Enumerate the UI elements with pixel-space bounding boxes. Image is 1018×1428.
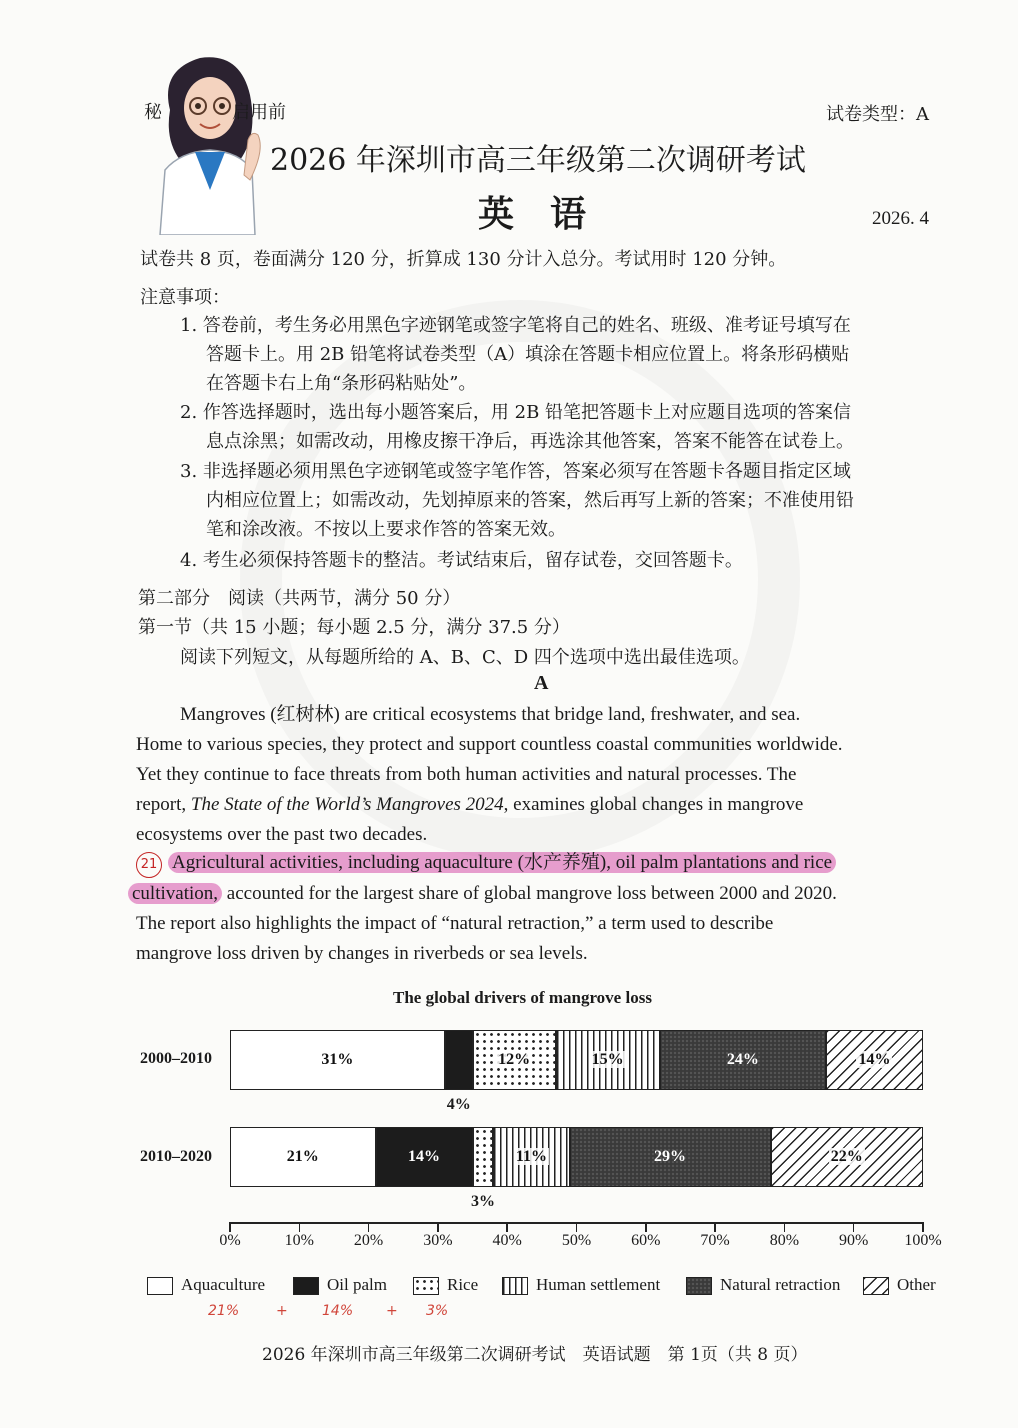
notice-line: 笔和涂改液。不按以上要求作答的答案无效。 xyxy=(206,519,566,540)
bar-segment-natural-retraction-2 xyxy=(570,1127,771,1187)
row-label-2010-2020: 2010–2020 xyxy=(140,1148,212,1165)
bar-segment-rice-2 xyxy=(473,1127,494,1187)
highlighted-text: cultivation, xyxy=(128,883,222,904)
bar-segment-human-settlement-2 xyxy=(493,1127,569,1187)
bar-segment-human-settlement-1 xyxy=(556,1030,660,1090)
handnote: 3% xyxy=(426,1303,449,1319)
paper-type: 试卷类型：A xyxy=(826,104,929,125)
data-label-aquaculture-1: 31% xyxy=(321,1051,354,1068)
x-tick-mark xyxy=(437,1222,439,1232)
data-label-human-settlement-2: 11% xyxy=(515,1148,547,1165)
passage-line: report, The State of the World’s Mangroves 2024, examines global changes in mangrove xyxy=(136,794,804,815)
row-label-2000-2010: 2000–2010 xyxy=(140,1050,212,1067)
x-tick-label: 30% xyxy=(423,1232,453,1249)
x-tick-label: 90% xyxy=(839,1232,869,1249)
legend-rice: Rice xyxy=(413,1275,478,1295)
reading-instruction: 阅读下列短文，从每题所给的 A、B、C、D 四个选项中选出最佳选项。 xyxy=(180,647,750,668)
data-label-other-1: 14% xyxy=(858,1051,891,1068)
part-heading: 第二部分 阅读（共两节，满分 50 分） xyxy=(138,588,461,609)
exam-title: 2026 年深圳市高三年级第二次调研考试 xyxy=(270,143,806,178)
x-tick-label: 0% xyxy=(219,1232,241,1249)
notice-line: 息点涂黑；如需改动，用橡皮擦干净后，再选涂其他答案，答案不能答在试卷上。 xyxy=(206,431,854,452)
bar-segment-other-2 xyxy=(771,1127,923,1187)
legend-swatch xyxy=(293,1277,319,1295)
notice-item-4: 4. 考生必须保持答题卡的整洁。考试结束后，留存试卷，交回答题卡。 xyxy=(180,550,743,571)
passage-line: ecosystems over the past two decades. xyxy=(136,824,428,845)
x-tick-mark xyxy=(853,1222,855,1232)
handnote: + xyxy=(276,1303,288,1319)
bar-segment-oil-palm-2 xyxy=(376,1127,473,1187)
page-footer: 2026 年深圳市高三年级第二次调研考试 英语试题 第 1页（共 8 页） xyxy=(262,1345,808,1365)
data-label-oil-palm-1: 4% xyxy=(446,1096,471,1113)
passage-line: Yet they continue to face threats from both human activities and natural processes. The xyxy=(136,764,797,785)
handnote: + xyxy=(386,1303,398,1319)
legend-swatch xyxy=(863,1277,889,1295)
legend-oil-palm: Oil palm xyxy=(293,1275,387,1295)
bar-segment-oil-palm-1 xyxy=(445,1030,473,1090)
x-tick-label: 100% xyxy=(904,1232,942,1249)
legend-swatch xyxy=(147,1277,173,1295)
handnote: 21% xyxy=(208,1303,240,1319)
data-label-human-settlement-1: 15% xyxy=(591,1051,624,1068)
data-label-aquaculture-2: 21% xyxy=(286,1148,319,1165)
legend-swatch xyxy=(413,1277,439,1295)
data-label-other-2: 22% xyxy=(830,1148,863,1165)
notice-heading: 注意事项： xyxy=(140,287,230,308)
data-label-natural-retraction-2: 29% xyxy=(654,1148,687,1165)
legend-swatch xyxy=(502,1277,528,1295)
data-label-oil-palm-2: 14% xyxy=(408,1148,441,1165)
legend-swatch xyxy=(686,1277,712,1295)
x-tick-mark xyxy=(645,1222,647,1232)
exam-date: 2026. 4 xyxy=(872,208,929,229)
x-tick-mark xyxy=(299,1222,301,1232)
x-tick-mark xyxy=(368,1222,370,1232)
notice-line: 内相应位置上；如需改动，先划掉原来的答案，然后再写上新的答案；不准使用铅 xyxy=(206,490,854,511)
x-tick-label: 80% xyxy=(769,1232,800,1249)
notice-line: 答题卡上。用 2B 铅笔将试卷类型（A）填涂在答题卡相应位置上。将条形码横贴 xyxy=(206,344,850,365)
notice-item-2 xyxy=(180,398,854,456)
notice-line: 2. 作答选择题时，选出每小题答案后，用 2B 铅笔把答题卡上对应题目选项的答案信 xyxy=(180,402,852,423)
bar-segment-aquaculture-2 xyxy=(230,1127,376,1187)
subsection-heading: 第一节（共 15 小题；每小题 2.5 分，满分 37.5 分） xyxy=(138,617,570,638)
notice-item-3 xyxy=(180,457,854,544)
question-number-mark: 21 xyxy=(136,852,162,878)
passage-line: Home to various species, they protect and support countless coastal communities worldwide. xyxy=(136,734,843,755)
x-tick-label: 40% xyxy=(492,1232,522,1249)
passage-label: A xyxy=(534,672,549,694)
x-tick-label: 20% xyxy=(353,1232,384,1249)
x-tick-label: 10% xyxy=(284,1232,314,1249)
bar-segment-rice-1 xyxy=(473,1030,556,1090)
bar-segment-aquaculture-1 xyxy=(230,1030,445,1090)
legend-natural-retraction: Natural retraction xyxy=(686,1275,840,1295)
x-tick-mark xyxy=(784,1222,786,1232)
passage-highlighted-line xyxy=(136,848,836,878)
x-tick-mark xyxy=(576,1222,578,1232)
notice-line: 3. 非选择题必须用黑色字迹钢笔或签字笔作答，答案必须写在答题卡各题目指定区域 xyxy=(180,461,851,482)
notice-line: 1. 答卷前，考生务必用黑色字迹钢笔或签字笔将自己的姓名、班级、准考证号填写在 xyxy=(180,315,851,336)
x-tick-label: 70% xyxy=(700,1232,730,1249)
bar-segment-other-1 xyxy=(826,1030,923,1090)
x-tick-mark xyxy=(922,1222,924,1232)
data-label-natural-retraction-1: 24% xyxy=(726,1051,759,1068)
handnote: 14% xyxy=(322,1303,354,1319)
confidential-label: 秘 启用前 xyxy=(144,102,286,123)
notice-item-1 xyxy=(180,311,851,398)
x-tick-mark xyxy=(229,1222,231,1232)
data-label-rice-1: 12% xyxy=(498,1051,531,1068)
report-title: The State of the World’s Mangroves 2024 xyxy=(190,794,504,815)
x-tick-label: 50% xyxy=(561,1232,592,1249)
x-tick-mark xyxy=(714,1222,716,1232)
bar-segment-natural-retraction-1 xyxy=(660,1030,826,1090)
passage-line: Mangroves (红树林) are critical ecosystems that bridge land, freshwater, and sea. xyxy=(180,704,801,725)
passage-line: mangrove loss driven by changes in riverbeds or sea levels. xyxy=(136,943,588,964)
legend-aquaculture: Aquaculture xyxy=(147,1275,265,1295)
notice-line: 在答题卡右上角“条形码粘贴处”。 xyxy=(206,373,477,394)
legend-human-settlement: Human settlement xyxy=(502,1275,660,1295)
highlighted-text: Agricultural activities, including aquaculture (水产养殖), oil palm plantations and rice xyxy=(168,852,836,873)
x-tick-mark xyxy=(506,1222,508,1232)
passage-line: cultivation, accounted for the largest share of global mangrove loss between 2000 and 2020. xyxy=(128,879,837,909)
x-tick-label: 60% xyxy=(631,1232,661,1249)
legend-other: Other xyxy=(863,1275,936,1295)
data-label-rice-2: 3% xyxy=(470,1193,495,1210)
chart-title: The global drivers of mangrove loss xyxy=(393,988,652,1007)
exam-intro: 试卷共 8 页，卷面满分 120 分，折算成 130 分计入总分。考试用时 120 分钟。 xyxy=(140,249,787,270)
teacher-avatar-illustration xyxy=(140,40,275,235)
subject-title: 英 语 xyxy=(478,193,587,235)
passage-line: The report also highlights the impact of “natural retraction,” a term used to describe xyxy=(136,913,774,934)
